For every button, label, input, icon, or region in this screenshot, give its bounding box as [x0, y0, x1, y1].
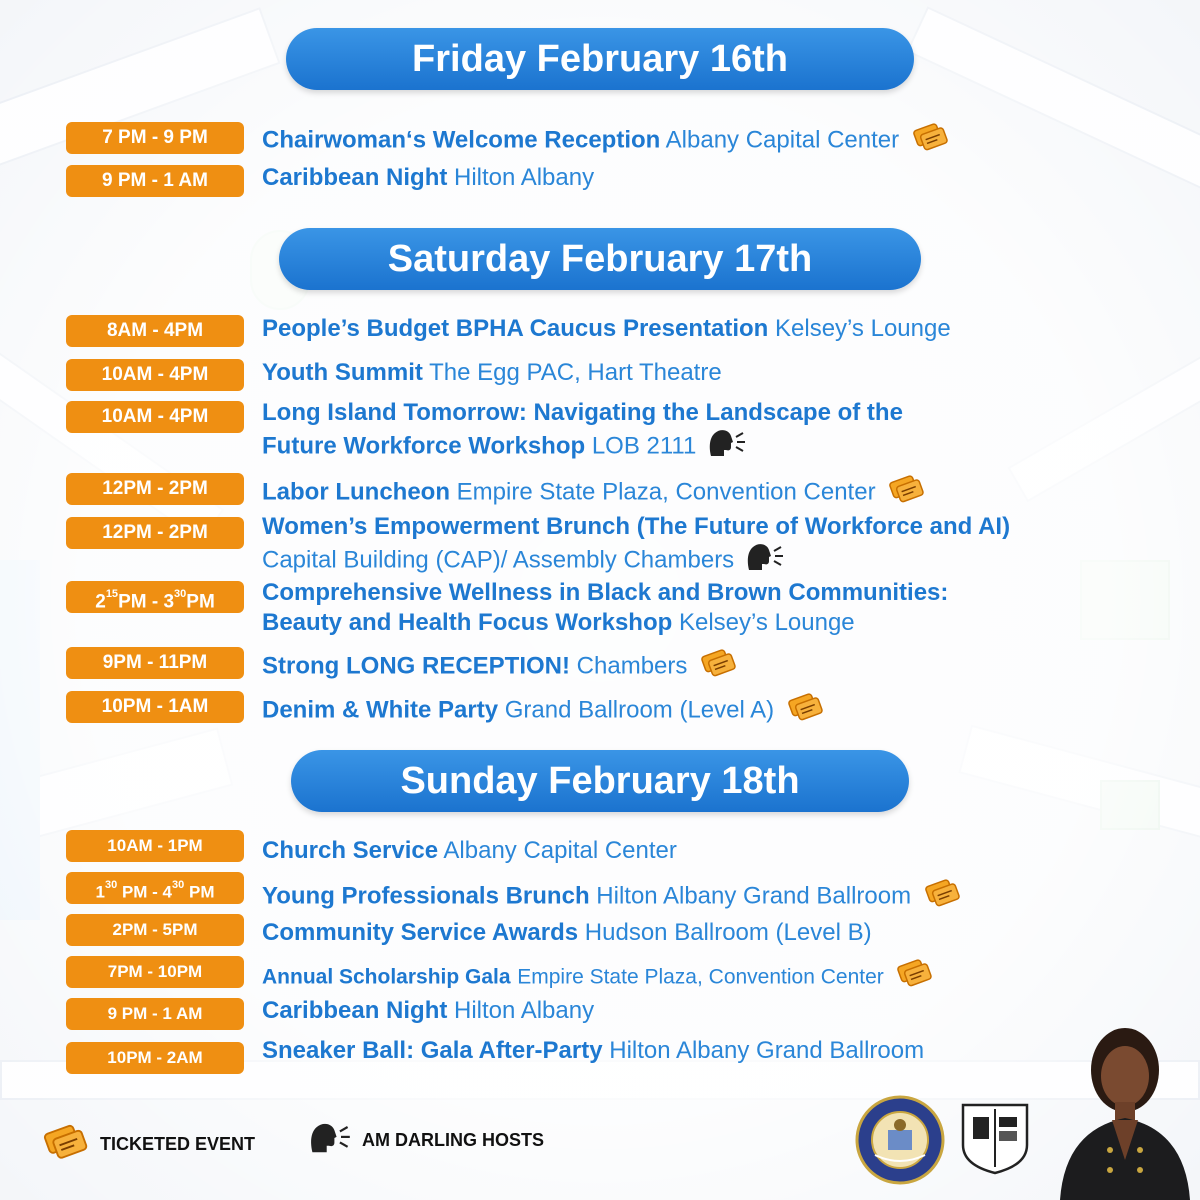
event-title: People’s Budget BPHA Caucus Presentation	[262, 315, 769, 342]
ticket-icon	[910, 120, 950, 162]
speaking-head-icon	[707, 428, 747, 466]
saturday-event-4	[66, 472, 1170, 506]
event-location: Hilton Albany Grand Ballroom	[609, 1037, 925, 1064]
friday-header: Friday February 16th	[286, 28, 914, 90]
time-pill: $1^{30}$ PM - $4^{30}$ PM	[66, 872, 244, 904]
event-title: Young Professionals Brunch	[262, 882, 590, 910]
host-photo	[1040, 1010, 1200, 1200]
sunday-event-6	[66, 1036, 1170, 1070]
assembly-seal	[855, 1095, 945, 1185]
ticket-icon	[40, 1120, 90, 1168]
ticket-icon	[698, 646, 738, 688]
event-location: Albany Capital Center	[443, 837, 677, 864]
sunday-event-4	[66, 956, 1170, 990]
event-location: Kelsey’s Lounge	[775, 315, 951, 342]
event-location: Chambers	[576, 652, 688, 680]
saturday-header: Saturday February 17th	[279, 228, 921, 290]
event-title-line-1: Long Island Tomorrow: Navigating the Landscape of the	[262, 399, 903, 426]
time-pill: 7 PM - 9 PM	[66, 122, 244, 154]
time-pill: 10AM - 1PM	[66, 830, 244, 862]
time-pill: 10PM - 1AM	[66, 691, 244, 723]
speaking-head-icon	[308, 1120, 352, 1160]
sunday-event-1	[66, 834, 1170, 868]
time-pill: 2PM - 5PM	[66, 914, 244, 946]
event-location: Albany Capital Center	[665, 126, 900, 154]
time-pill: 12PM - 2PM	[66, 473, 244, 505]
legend-host	[308, 1120, 544, 1160]
legend-ticketed	[40, 1120, 255, 1168]
time-pill: 9 PM - 1 AM	[66, 998, 244, 1030]
event-title: Caribbean Night	[262, 997, 448, 1024]
ticket-icon	[894, 956, 934, 998]
event-location: Empire State Plaza, Convention Center	[517, 965, 884, 989]
saturday-event-6	[66, 578, 1170, 642]
event-location: Hilton Albany	[454, 164, 595, 191]
time-pill: 9 PM - 1 AM	[66, 165, 244, 197]
saturday-event-1	[66, 314, 1170, 348]
sunday-event-5	[66, 996, 1170, 1030]
event-title: Women’s Empowerment Brunch (The Future of Workforce and AI)	[262, 513, 1011, 540]
sunday-header: Sunday February 18th	[291, 750, 909, 812]
saturday-event-2	[66, 358, 1170, 392]
speaking-head-icon	[745, 542, 785, 580]
time-pill: 10AM - 4PM	[66, 401, 244, 433]
event-title-line-1: Comprehensive Wellness in Black and Brown Communities:	[262, 579, 949, 606]
event-location: The Egg PAC, Hart Theatre	[429, 359, 722, 386]
saturday-event-5	[66, 512, 1170, 576]
ticket-icon	[785, 690, 825, 732]
time-pill: 8AM - 4PM	[66, 315, 244, 347]
event-title: Labor Luncheon	[262, 478, 450, 506]
event-title: Annual Scholarship Gala	[262, 965, 511, 989]
legend-host-label: AM DARLING HOSTS	[362, 1129, 544, 1150]
event-location: Empire State Plaza, Convention Center	[456, 478, 876, 506]
event-title: Chairwoman‘s Welcome Reception	[262, 126, 661, 154]
event-title: Sneaker Ball: Gala After-Party	[262, 1037, 603, 1064]
event-location: Hilton Albany	[454, 997, 595, 1024]
time-pill: $2^{15}PM - 3^{30}PM$	[66, 581, 244, 613]
bphal-logo	[955, 1095, 1035, 1175]
friday-event-1	[66, 120, 1170, 156]
saturday-event-3	[66, 398, 1170, 462]
time-pill: 10AM - 4PM	[66, 359, 244, 391]
time-pill: 10PM - 2AM	[66, 1042, 244, 1074]
time-pill: 9PM - 11PM	[66, 647, 244, 679]
event-title: Church Service	[262, 837, 439, 864]
event-location: Grand Ballroom (Level A)	[504, 696, 775, 724]
ticket-icon	[922, 876, 962, 918]
event-location: Capital Building (CAP)/ Assembly Chambers	[262, 546, 735, 574]
event-location: LOB 2111	[591, 432, 697, 460]
friday-event-2	[66, 163, 1170, 199]
event-title: Denim & White Party	[262, 696, 499, 724]
event-title-line-2: Beauty and Health Focus Workshop	[262, 609, 673, 636]
event-title: Community Service Awards	[262, 919, 579, 946]
saturday-event-7	[66, 646, 1170, 680]
saturday-event-8	[66, 690, 1170, 724]
event-title: Strong LONG RECEPTION!	[262, 652, 570, 680]
sunday-event-3	[66, 916, 1170, 950]
time-pill: 7PM - 10PM	[66, 956, 244, 988]
event-title: Caribbean Night	[262, 164, 448, 191]
event-title: Youth Summit	[262, 359, 423, 386]
sunday-event-2	[66, 874, 1170, 908]
legend-ticketed-label: TICKETED EVENT	[100, 1133, 256, 1154]
ticket-icon	[886, 472, 926, 514]
event-title-line-2: Future Workforce Workshop	[262, 432, 586, 460]
event-location: Hilton Albany Grand Ballroom	[596, 882, 912, 910]
time-pill: 12PM - 2PM	[66, 517, 244, 549]
event-location: Kelsey’s Lounge	[678, 609, 855, 636]
event-location: Hudson Ballroom (Level B)	[584, 919, 872, 946]
